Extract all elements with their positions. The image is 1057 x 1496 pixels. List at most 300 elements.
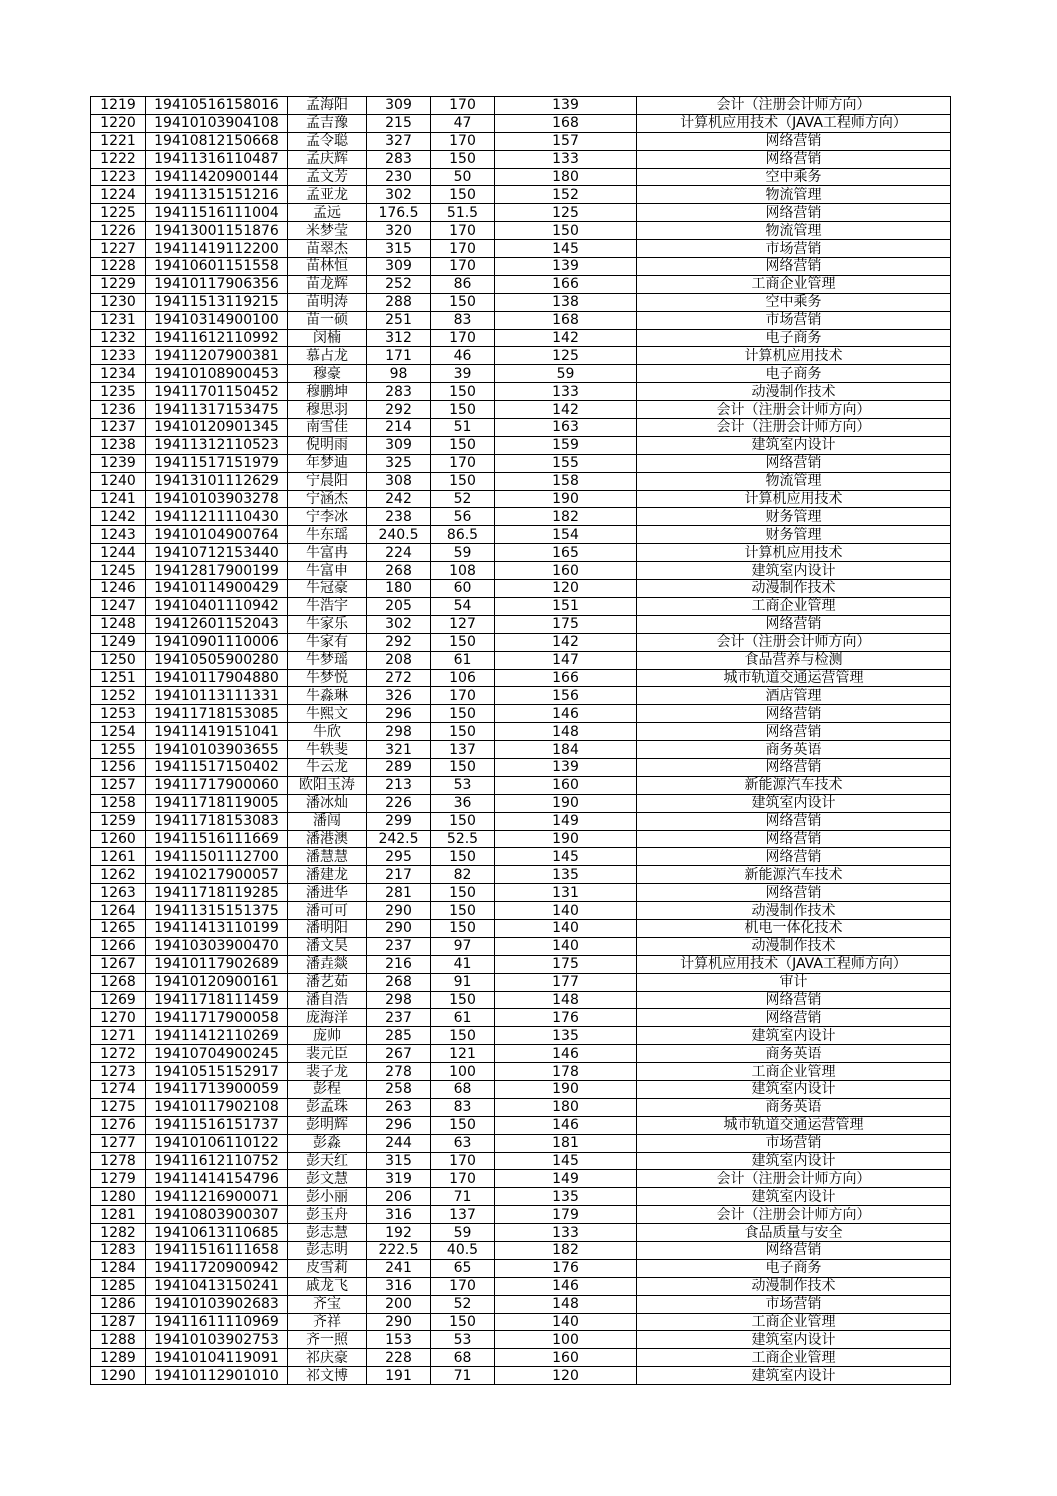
major-cell: 电子商务 (637, 1259, 951, 1277)
row-number-cell: 1286 (91, 1295, 146, 1313)
candidate-id-cell: 19411718119285 (146, 884, 288, 902)
score-b-cell: 166 (495, 669, 637, 687)
score-a-cell: 137 (431, 741, 495, 759)
major-cell: 建筑室内设计 (637, 1367, 951, 1385)
total-score-cell: 296 (367, 1116, 431, 1134)
major-cell: 网络营销 (637, 615, 951, 633)
major-cell: 物流管理 (637, 186, 951, 204)
score-b-cell: 160 (495, 776, 637, 794)
score-b-cell: 179 (495, 1206, 637, 1224)
candidate-id-cell: 19410103903655 (146, 741, 288, 759)
score-b-cell: 120 (495, 580, 637, 598)
score-a-cell: 170 (431, 687, 495, 705)
candidate-id-cell: 19410704900245 (146, 1045, 288, 1063)
student-name-cell: 倪明雨 (288, 436, 367, 454)
score-b-cell: 165 (495, 544, 637, 562)
table-row (91, 1045, 951, 1063)
total-score-cell: 192 (367, 1224, 431, 1242)
row-number-cell: 1220 (91, 114, 146, 132)
candidate-id-cell: 19410114900429 (146, 580, 288, 598)
table-row (91, 508, 951, 526)
student-name-cell: 宁李冰 (288, 508, 367, 526)
table-row (91, 723, 951, 741)
student-name-cell: 牛熙文 (288, 705, 367, 723)
score-b-cell: 182 (495, 1242, 637, 1260)
major-cell: 动漫制作技术 (637, 937, 951, 955)
major-cell: 网络营销 (637, 454, 951, 472)
table-row (91, 526, 951, 544)
score-a-cell: 97 (431, 937, 495, 955)
major-cell: 网络营销 (637, 758, 951, 776)
table-row (91, 1027, 951, 1045)
score-a-cell: 51.5 (431, 204, 495, 222)
score-a-cell: 108 (431, 562, 495, 580)
total-score-cell: 289 (367, 758, 431, 776)
row-number-cell: 1226 (91, 222, 146, 240)
student-name-cell: 彭天红 (288, 1152, 367, 1170)
table-row (91, 955, 951, 973)
score-a-cell: 68 (431, 1080, 495, 1098)
table-row (91, 651, 951, 669)
score-b-cell: 150 (495, 222, 637, 240)
score-a-cell: 150 (431, 884, 495, 902)
table-row (91, 1367, 951, 1385)
student-name-cell: 潘冰灿 (288, 794, 367, 812)
row-number-cell: 1276 (91, 1116, 146, 1134)
candidate-id-cell: 19410812150668 (146, 132, 288, 150)
total-score-cell: 215 (367, 114, 431, 132)
score-b-cell: 146 (495, 1116, 637, 1134)
score-a-cell: 150 (431, 150, 495, 168)
table-row (91, 1331, 951, 1349)
candidate-id-cell: 19410103902753 (146, 1331, 288, 1349)
score-b-cell: 190 (495, 794, 637, 812)
score-a-cell: 170 (431, 97, 495, 115)
candidate-id-cell: 19411419112200 (146, 240, 288, 258)
score-b-cell: 142 (495, 329, 637, 347)
row-number-cell: 1240 (91, 472, 146, 490)
score-a-cell: 59 (431, 1224, 495, 1242)
score-a-cell: 61 (431, 651, 495, 669)
row-number-cell: 1255 (91, 741, 146, 759)
score-a-cell: 170 (431, 1170, 495, 1188)
table-row (91, 1170, 951, 1188)
score-table-body (91, 97, 951, 1385)
score-b-cell: 139 (495, 758, 637, 776)
table-row (91, 186, 951, 204)
score-b-cell: 149 (495, 812, 637, 830)
total-score-cell: 241 (367, 1259, 431, 1277)
total-score-cell: 316 (367, 1206, 431, 1224)
table-row (91, 1259, 951, 1277)
candidate-id-cell: 19411611110969 (146, 1313, 288, 1331)
score-a-cell: 137 (431, 1206, 495, 1224)
score-b-cell: 152 (495, 186, 637, 204)
table-row (91, 1295, 951, 1313)
major-cell: 工商企业管理 (637, 597, 951, 615)
row-number-cell: 1285 (91, 1277, 146, 1295)
total-score-cell: 315 (367, 240, 431, 258)
candidate-id-cell: 19411516111004 (146, 204, 288, 222)
major-cell: 会计（注册会计师方向） (637, 401, 951, 419)
table-row (91, 830, 951, 848)
major-cell: 网络营销 (637, 705, 951, 723)
candidate-id-cell: 19411414154796 (146, 1170, 288, 1188)
score-b-cell: 139 (495, 97, 637, 115)
total-score-cell: 244 (367, 1134, 431, 1152)
row-number-cell: 1235 (91, 383, 146, 401)
table-row (91, 669, 951, 687)
score-b-cell: 159 (495, 436, 637, 454)
major-cell: 新能源汽车技术 (637, 776, 951, 794)
row-number-cell: 1251 (91, 669, 146, 687)
student-name-cell: 宁晨阳 (288, 472, 367, 490)
total-score-cell: 263 (367, 1098, 431, 1116)
major-cell: 网络营销 (637, 132, 951, 150)
table-row (91, 419, 951, 437)
total-score-cell: 238 (367, 508, 431, 526)
candidate-id-cell: 19411216900071 (146, 1188, 288, 1206)
major-cell: 市场营销 (637, 311, 951, 329)
table-row (91, 436, 951, 454)
candidate-id-cell: 19410108900453 (146, 365, 288, 383)
student-name-cell: 牛梦瑶 (288, 651, 367, 669)
major-cell: 建筑室内设计 (637, 1331, 951, 1349)
candidate-id-cell: 19410117902108 (146, 1098, 288, 1116)
score-b-cell: 168 (495, 311, 637, 329)
row-number-cell: 1244 (91, 544, 146, 562)
student-name-cell: 孟吉豫 (288, 114, 367, 132)
total-score-cell: 252 (367, 275, 431, 293)
score-b-cell: 148 (495, 1295, 637, 1313)
table-row (91, 258, 951, 276)
candidate-id-cell: 19410217900057 (146, 866, 288, 884)
student-name-cell: 彭明辉 (288, 1116, 367, 1134)
table-row (91, 490, 951, 508)
score-b-cell: 133 (495, 383, 637, 401)
score-a-cell: 150 (431, 293, 495, 311)
student-name-cell: 裴元臣 (288, 1045, 367, 1063)
candidate-id-cell: 19410413150241 (146, 1277, 288, 1295)
major-cell: 工商企业管理 (637, 1063, 951, 1081)
score-a-cell: 36 (431, 794, 495, 812)
total-score-cell: 226 (367, 794, 431, 812)
row-number-cell: 1280 (91, 1188, 146, 1206)
score-b-cell: 142 (495, 401, 637, 419)
student-name-cell: 孟文芳 (288, 168, 367, 186)
major-cell: 城市轨道交通运营管理 (637, 1116, 951, 1134)
score-a-cell: 106 (431, 669, 495, 687)
table-row (91, 812, 951, 830)
student-name-cell: 牛家有 (288, 633, 367, 651)
score-b-cell: 133 (495, 150, 637, 168)
candidate-id-cell: 19410505900280 (146, 651, 288, 669)
total-score-cell: 222.5 (367, 1242, 431, 1260)
score-a-cell: 56 (431, 508, 495, 526)
table-row (91, 1063, 951, 1081)
score-a-cell: 170 (431, 1152, 495, 1170)
table-row (91, 401, 951, 419)
total-score-cell: 321 (367, 741, 431, 759)
row-number-cell: 1233 (91, 347, 146, 365)
major-cell: 网络营销 (637, 723, 951, 741)
student-name-cell: 牛浩宇 (288, 597, 367, 615)
student-name-cell: 彭文慧 (288, 1170, 367, 1188)
candidate-id-cell: 19411419151041 (146, 723, 288, 741)
total-score-cell: 251 (367, 311, 431, 329)
student-name-cell: 彭小丽 (288, 1188, 367, 1206)
score-b-cell: 154 (495, 526, 637, 544)
score-a-cell: 52 (431, 490, 495, 508)
student-name-cell: 彭淼 (288, 1134, 367, 1152)
candidate-id-cell: 19410117906356 (146, 275, 288, 293)
total-score-cell: 308 (367, 472, 431, 490)
score-b-cell: 180 (495, 168, 637, 186)
row-number-cell: 1228 (91, 258, 146, 276)
score-a-cell: 68 (431, 1349, 495, 1367)
student-name-cell: 潘可可 (288, 902, 367, 920)
major-cell: 会计（注册会计师方向） (637, 419, 951, 437)
candidate-id-cell: 19411612110752 (146, 1152, 288, 1170)
row-number-cell: 1242 (91, 508, 146, 526)
candidate-id-cell: 19411517151979 (146, 454, 288, 472)
score-a-cell: 47 (431, 114, 495, 132)
candidate-id-cell: 19410117902689 (146, 955, 288, 973)
total-score-cell: 191 (367, 1367, 431, 1385)
score-a-cell: 150 (431, 812, 495, 830)
candidate-id-cell: 19410901110006 (146, 633, 288, 651)
candidate-id-cell: 19410117904880 (146, 669, 288, 687)
major-cell: 商务英语 (637, 741, 951, 759)
major-cell: 建筑室内设计 (637, 1188, 951, 1206)
total-score-cell: 224 (367, 544, 431, 562)
candidate-id-cell: 19411718153083 (146, 812, 288, 830)
student-name-cell: 齐一照 (288, 1331, 367, 1349)
score-b-cell: 175 (495, 615, 637, 633)
row-number-cell: 1234 (91, 365, 146, 383)
student-name-cell: 潘艺茹 (288, 973, 367, 991)
student-name-cell: 孟远 (288, 204, 367, 222)
candidate-id-cell: 19411412110269 (146, 1027, 288, 1045)
major-cell: 会计（注册会计师方向） (637, 1170, 951, 1188)
total-score-cell: 214 (367, 419, 431, 437)
score-a-cell: 65 (431, 1259, 495, 1277)
major-cell: 建筑室内设计 (637, 1152, 951, 1170)
score-b-cell: 125 (495, 204, 637, 222)
row-number-cell: 1232 (91, 329, 146, 347)
candidate-id-cell: 19410613110685 (146, 1224, 288, 1242)
table-row (91, 902, 951, 920)
major-cell: 建筑室内设计 (637, 436, 951, 454)
candidate-id-cell: 19410103902683 (146, 1295, 288, 1313)
score-b-cell: 140 (495, 937, 637, 955)
candidate-id-cell: 19410314900100 (146, 311, 288, 329)
total-score-cell: 292 (367, 633, 431, 651)
row-number-cell: 1260 (91, 830, 146, 848)
total-score-cell: 268 (367, 973, 431, 991)
score-b-cell: 149 (495, 1170, 637, 1188)
student-name-cell: 南雪佳 (288, 419, 367, 437)
total-score-cell: 258 (367, 1080, 431, 1098)
score-a-cell: 86.5 (431, 526, 495, 544)
total-score-cell: 278 (367, 1063, 431, 1081)
major-cell: 网络营销 (637, 1242, 951, 1260)
student-name-cell: 孟令聪 (288, 132, 367, 150)
candidate-id-cell: 19411717900060 (146, 776, 288, 794)
total-score-cell: 98 (367, 365, 431, 383)
total-score-cell: 283 (367, 383, 431, 401)
major-cell: 财务管理 (637, 526, 951, 544)
total-score-cell: 302 (367, 615, 431, 633)
student-name-cell: 苗一硕 (288, 311, 367, 329)
row-number-cell: 1278 (91, 1152, 146, 1170)
major-cell: 商务英语 (637, 1098, 951, 1116)
score-b-cell: 163 (495, 419, 637, 437)
major-cell: 物流管理 (637, 222, 951, 240)
total-score-cell: 298 (367, 991, 431, 1009)
score-b-cell: 182 (495, 508, 637, 526)
candidate-id-cell: 19411718153085 (146, 705, 288, 723)
row-number-cell: 1265 (91, 919, 146, 937)
table-row (91, 919, 951, 937)
student-name-cell: 潘自浩 (288, 991, 367, 1009)
score-b-cell: 156 (495, 687, 637, 705)
table-row (91, 580, 951, 598)
student-name-cell: 齐宝 (288, 1295, 367, 1313)
row-number-cell: 1238 (91, 436, 146, 454)
table-row (91, 383, 951, 401)
table-row (91, 168, 951, 186)
score-a-cell: 82 (431, 866, 495, 884)
score-b-cell: 160 (495, 562, 637, 580)
score-b-cell: 178 (495, 1063, 637, 1081)
student-name-cell: 欧阳玉涛 (288, 776, 367, 794)
student-name-cell: 潘垚燚 (288, 955, 367, 973)
score-a-cell: 150 (431, 472, 495, 490)
total-score-cell: 319 (367, 1170, 431, 1188)
score-a-cell: 150 (431, 436, 495, 454)
score-a-cell: 170 (431, 258, 495, 276)
major-cell: 工商企业管理 (637, 1349, 951, 1367)
score-a-cell: 83 (431, 1098, 495, 1116)
total-score-cell: 242 (367, 490, 431, 508)
table-row (91, 1313, 951, 1331)
candidate-id-cell: 19411516111658 (146, 1242, 288, 1260)
table-row (91, 1134, 951, 1152)
score-b-cell: 151 (495, 597, 637, 615)
student-name-cell: 潘慧慧 (288, 848, 367, 866)
major-cell: 动漫制作技术 (637, 580, 951, 598)
score-table (90, 96, 951, 1385)
candidate-id-cell: 19411312110523 (146, 436, 288, 454)
candidate-id-cell: 19411420900144 (146, 168, 288, 186)
major-cell: 电子商务 (637, 329, 951, 347)
major-cell: 机电一体化技术 (637, 919, 951, 937)
table-row (91, 222, 951, 240)
candidate-id-cell: 19411316110487 (146, 150, 288, 168)
total-score-cell: 213 (367, 776, 431, 794)
row-number-cell: 1288 (91, 1331, 146, 1349)
major-cell: 网络营销 (637, 884, 951, 902)
student-name-cell: 牛富冉 (288, 544, 367, 562)
score-a-cell: 170 (431, 132, 495, 150)
student-name-cell: 潘港澳 (288, 830, 367, 848)
major-cell: 商务英语 (637, 1045, 951, 1063)
row-number-cell: 1247 (91, 597, 146, 615)
row-number-cell: 1269 (91, 991, 146, 1009)
student-name-cell: 齐祥 (288, 1313, 367, 1331)
total-score-cell: 299 (367, 812, 431, 830)
major-cell: 计算机应用技术 (637, 347, 951, 365)
row-number-cell: 1230 (91, 293, 146, 311)
row-number-cell: 1284 (91, 1259, 146, 1277)
score-a-cell: 150 (431, 848, 495, 866)
student-name-cell: 苗林恒 (288, 258, 367, 276)
row-number-cell: 1263 (91, 884, 146, 902)
total-score-cell: 230 (367, 168, 431, 186)
score-a-cell: 170 (431, 222, 495, 240)
student-name-cell: 闵楠 (288, 329, 367, 347)
table-row (91, 884, 951, 902)
student-name-cell: 苗明涛 (288, 293, 367, 311)
student-name-cell: 潘闯 (288, 812, 367, 830)
major-cell: 市场营销 (637, 240, 951, 258)
score-a-cell: 150 (431, 186, 495, 204)
student-name-cell: 潘文昊 (288, 937, 367, 955)
total-score-cell: 217 (367, 866, 431, 884)
score-b-cell: 140 (495, 919, 637, 937)
major-cell: 城市轨道交通运营管理 (637, 669, 951, 687)
candidate-id-cell: 19413101112629 (146, 472, 288, 490)
score-a-cell: 170 (431, 1277, 495, 1295)
row-number-cell: 1274 (91, 1080, 146, 1098)
total-score-cell: 153 (367, 1331, 431, 1349)
score-b-cell: 157 (495, 132, 637, 150)
score-b-cell: 140 (495, 902, 637, 920)
major-cell: 市场营销 (637, 1134, 951, 1152)
total-score-cell: 290 (367, 1313, 431, 1331)
row-number-cell: 1239 (91, 454, 146, 472)
row-number-cell: 1281 (91, 1206, 146, 1224)
score-b-cell: 142 (495, 633, 637, 651)
score-a-cell: 170 (431, 454, 495, 472)
student-name-cell: 牛淼琳 (288, 687, 367, 705)
student-name-cell: 宁涵杰 (288, 490, 367, 508)
candidate-id-cell: 19410106110122 (146, 1134, 288, 1152)
student-name-cell: 庞帅 (288, 1027, 367, 1045)
major-cell: 网络营销 (637, 991, 951, 1009)
table-row (91, 1277, 951, 1295)
row-number-cell: 1261 (91, 848, 146, 866)
total-score-cell: 309 (367, 97, 431, 115)
score-b-cell: 100 (495, 1331, 637, 1349)
total-score-cell: 285 (367, 1027, 431, 1045)
table-row (91, 615, 951, 633)
major-cell: 动漫制作技术 (637, 902, 951, 920)
total-score-cell: 216 (367, 955, 431, 973)
row-number-cell: 1283 (91, 1242, 146, 1260)
row-number-cell: 1227 (91, 240, 146, 258)
student-name-cell: 潘明阳 (288, 919, 367, 937)
score-b-cell: 125 (495, 347, 637, 365)
total-score-cell: 320 (367, 222, 431, 240)
student-name-cell: 苗龙辉 (288, 275, 367, 293)
table-row (91, 347, 951, 365)
score-b-cell: 145 (495, 240, 637, 258)
total-score-cell: 283 (367, 150, 431, 168)
row-number-cell: 1273 (91, 1063, 146, 1081)
major-cell: 空中乘务 (637, 168, 951, 186)
